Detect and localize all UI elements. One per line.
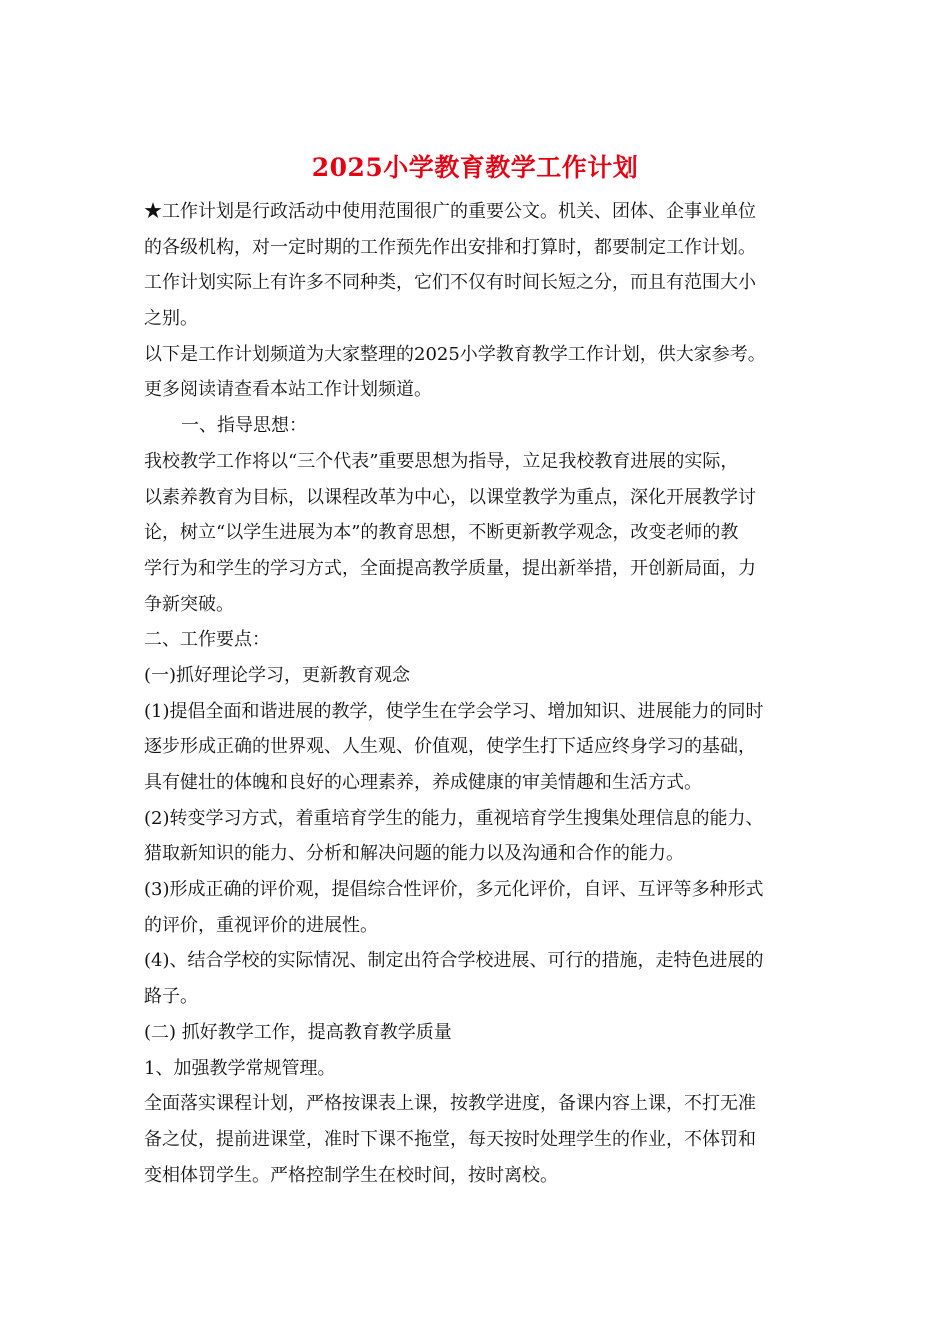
item-heading: 1、加强教学常规管理。 [144, 1057, 336, 1079]
subsection-heading: (二) 抓好教学工作，提高教育教学质量 [144, 1021, 452, 1043]
paragraph-line: 具有健壮的体魄和良好的心理素养，养成健康的审美情趣和生活方式。 [144, 772, 702, 793]
paragraph-line: 猎取新知识的能力、分析和解决问题的能力以及沟通和合作的能力。 [144, 843, 684, 865]
section-heading: 一、指导思想： [181, 415, 307, 437]
paragraph-line: 全面落实课程计划，严格按课表上课，按教学进度，备课内容上课，不打无准 [144, 1093, 756, 1115]
paragraph-line: (4)、结合学校的实际情况、制定出符合学校进展、可行的措施，走特色进展的 [144, 950, 764, 972]
document-title: 2025小学教育教学工作计划 [311, 153, 639, 182]
paragraph-line: (2)转变学习方式，着重培育学生的能力，重视培育学生搜集处理信息的能力、 [144, 807, 764, 829]
section-heading: 二、工作要点： [144, 629, 270, 651]
paragraph-line: 学行为和学生的学习方式，全面提高教学质量，提出新举措，开创新局面，力 [144, 557, 756, 579]
paragraph-line: 变相体罚学生。严格控制学生在校时间，按时离校。 [144, 1164, 558, 1186]
paragraph-line: 逐步形成正确的世界观、人生观、价值观，使学生打下适应终身学习的基础， [144, 736, 756, 758]
paragraph-line: 更多阅读请查看本站工作计划频道。 [144, 379, 432, 401]
paragraph-line: 争新突破。 [144, 593, 234, 615]
paragraph-line: 的各级机构，对一定时期的工作预先作出安排和打算时，都要制定工作计划。 [144, 236, 756, 258]
paragraph-line: 的评价，重视评价的进展性。 [144, 914, 378, 936]
paragraph-line: 以素养教育为目标，以课程改革为中心，以课堂教学为重点，深化开展教学讨 [144, 486, 756, 508]
subsection-heading: (一)抓好理论学习，更新教育观念 [144, 664, 411, 686]
paragraph-line: (3)形成正确的评价观，提倡综合性评价，多元化评价，自评、互评等多种形式 [144, 879, 764, 901]
paragraph-line: 论，树立“以学生进展为本”的教育思想，不断更新教学观念，改变老师的教 [144, 522, 739, 544]
paragraph-line: 之别。 [144, 308, 198, 330]
paragraph-line: 以下是工作计划频道为大家整理的2025小学教育教学工作计划，供大家参考。 [144, 343, 766, 365]
paragraph-line: (1)提倡全面和谐进展的教学，使学生在学会学习、增加知识、进展能力的同时 [144, 700, 764, 722]
document-body [144, 194, 809, 1193]
paragraph-line: 路子。 [144, 986, 198, 1008]
paragraph-line: 工作计划实际上有许多不同种类，它们不仅有时间长短之分，而且有范围大小 [144, 272, 756, 294]
paragraph-line: 我校教学工作将以“三个代表”重要思想为指导，立足我校教育进展的实际， [144, 450, 739, 472]
paragraph-line: 备之仗，提前进课堂，准时下课不拖堂，每天按时处理学生的作业，不体罚和 [144, 1128, 756, 1150]
paragraph-line: ★工作计划是行政活动中使用范围很广的重要公文。机关、团体、企事业单位 [144, 201, 756, 222]
